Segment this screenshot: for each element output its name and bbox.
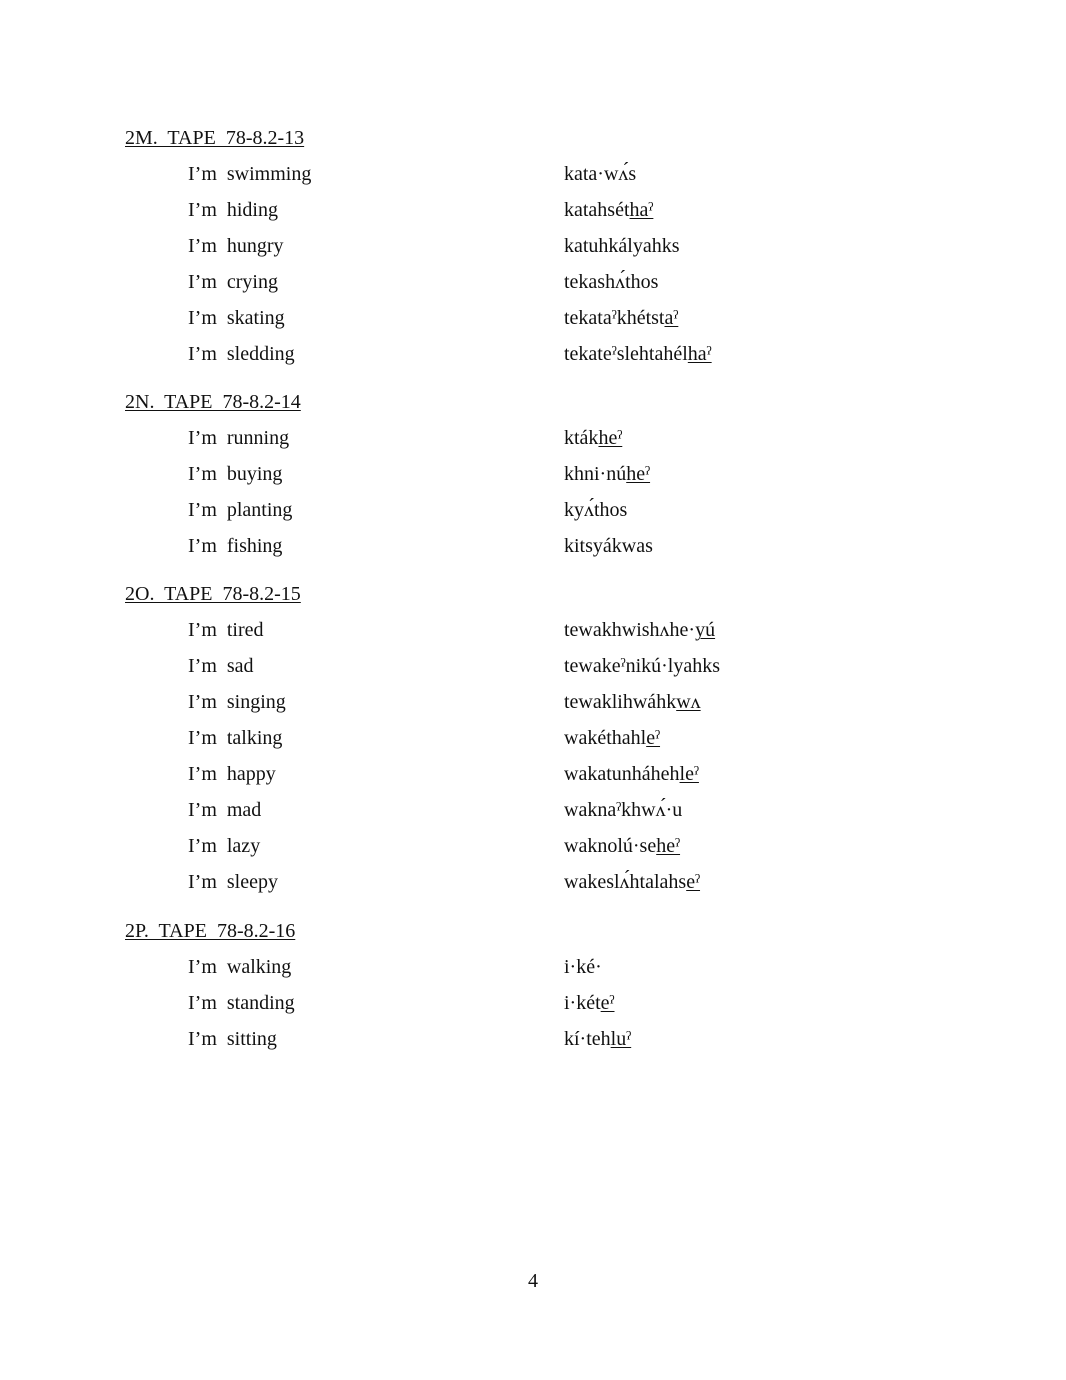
- word-segment: tewakhwishʌhe·: [564, 619, 696, 641]
- underlined-segment: aˀ: [664, 307, 679, 329]
- vocabulary-entry: [0, 834, 1066, 860]
- word-segment: wakéthahl: [564, 727, 647, 749]
- underlined-segment: heˀ: [656, 835, 681, 857]
- vocabulary-entry: [0, 955, 1066, 981]
- word-segment: i·ké·: [564, 956, 602, 978]
- word-segment: kata·wʌ́s: [564, 163, 637, 185]
- native-word: [564, 690, 701, 714]
- native-word: [564, 462, 650, 486]
- vocabulary-entry: [0, 162, 1066, 188]
- english-phrase: I’m sledding: [188, 343, 295, 365]
- english-phrase: I’m walking: [188, 956, 292, 978]
- native-word: [564, 798, 682, 822]
- english-phrase: I’m hungry: [188, 235, 284, 257]
- vocabulary-entry: [0, 198, 1066, 224]
- native-word: [564, 834, 680, 858]
- word-segment: tekateˀslehtahél: [564, 343, 688, 365]
- underlined-segment: haˀ: [687, 343, 712, 365]
- word-segment: katahsét: [564, 199, 630, 221]
- vocabulary-entry: [0, 498, 1066, 524]
- english-phrase: I’m singing: [188, 691, 286, 713]
- native-word: [564, 726, 660, 750]
- native-word: [564, 534, 653, 558]
- english-phrase: I’m sleepy: [188, 871, 278, 893]
- native-word: [564, 234, 680, 258]
- vocabulary-entry: [0, 534, 1066, 560]
- underlined-segment: wʌ: [676, 691, 701, 713]
- vocabulary-entry: [0, 991, 1066, 1017]
- vocabulary-entry: [0, 462, 1066, 488]
- underlined-segment: eˀ: [646, 727, 661, 749]
- section-heading: 2N. TAPE 78-8.2-14: [125, 391, 301, 413]
- english-phrase: I’m running: [188, 427, 290, 449]
- underlined-segment: leˀ: [679, 763, 699, 785]
- word-segment: tekataˀkhétst: [564, 307, 665, 329]
- native-word: [564, 654, 720, 678]
- word-segment: tewaklihwáhk: [564, 691, 677, 713]
- underlined-segment: eˀ: [686, 871, 701, 893]
- vocabulary-entry: [0, 798, 1066, 824]
- native-word: [564, 162, 636, 186]
- word-segment: wakatunháheh: [564, 763, 680, 785]
- page-number: 4: [528, 1270, 538, 1292]
- underlined-segment: yú: [695, 619, 716, 641]
- english-phrase: I’m crying: [188, 271, 278, 293]
- vocabulary-entry: [0, 1027, 1066, 1053]
- english-phrase: I’m buying: [188, 463, 283, 485]
- word-segment: kí·teh: [564, 1028, 611, 1050]
- english-phrase: I’m talking: [188, 727, 283, 749]
- native-word: [564, 618, 715, 642]
- word-segment: waknaˀkhwʌ́·u: [564, 799, 683, 821]
- vocabulary-entry: [0, 654, 1066, 680]
- underlined-segment: haˀ: [629, 199, 654, 221]
- word-segment: waknolú·se: [564, 835, 657, 857]
- native-word: [564, 870, 700, 894]
- native-word: [564, 1027, 631, 1051]
- word-segment: kitsyákwas: [564, 535, 653, 557]
- underlined-segment: heˀ: [626, 463, 651, 485]
- vocabulary-entry: [0, 618, 1066, 644]
- section-heading: 2P. TAPE 78-8.2-16: [125, 920, 296, 942]
- english-phrase: I’m mad: [188, 799, 262, 821]
- word-segment: katuhkályahks: [564, 235, 680, 257]
- english-phrase: I’m fishing: [188, 535, 283, 557]
- english-phrase: I’m sitting: [188, 1028, 277, 1050]
- word-segment: tekashʌ́thos: [564, 271, 659, 293]
- word-segment: i·két: [564, 992, 601, 1014]
- section-heading: 2O. TAPE 78-8.2-15: [125, 583, 301, 605]
- native-word: [564, 306, 678, 330]
- vocabulary-entry: [0, 270, 1066, 296]
- underlined-segment: luˀ: [610, 1028, 632, 1050]
- word-segment: kták: [564, 427, 599, 449]
- section-heading: 2M. TAPE 78-8.2-13: [125, 127, 305, 149]
- vocabulary-entry: [0, 690, 1066, 716]
- vocabulary-entry: [0, 426, 1066, 452]
- word-segment: wakeslʌ́htalahs: [564, 871, 687, 893]
- english-phrase: I’m standing: [188, 992, 295, 1014]
- word-segment: khni·nú: [564, 463, 627, 485]
- native-word: [564, 198, 653, 222]
- english-phrase: I’m lazy: [188, 835, 261, 857]
- native-word: [564, 270, 658, 294]
- vocabulary-entry: [0, 342, 1066, 368]
- vocabulary-entry: [0, 306, 1066, 332]
- english-phrase: I’m happy: [188, 763, 276, 785]
- native-word: [564, 342, 712, 366]
- native-word: [564, 955, 602, 979]
- vocabulary-entry: [0, 762, 1066, 788]
- english-phrase: I’m hiding: [188, 199, 278, 221]
- english-phrase: I’m swimming: [188, 163, 312, 185]
- native-word: [564, 498, 627, 522]
- english-phrase: I’m skating: [188, 307, 285, 329]
- native-word: [564, 426, 622, 450]
- native-word: [564, 991, 615, 1015]
- vocabulary-entry: [0, 870, 1066, 896]
- english-phrase: I’m sad: [188, 655, 254, 677]
- english-phrase: I’m tired: [188, 619, 264, 641]
- word-segment: tewakeˀnikú·lyahks: [564, 655, 721, 677]
- vocabulary-entry: [0, 726, 1066, 752]
- underlined-segment: eˀ: [600, 992, 615, 1014]
- native-word: [564, 762, 699, 786]
- word-segment: kyʌ́thos: [564, 499, 628, 521]
- vocabulary-entry: [0, 234, 1066, 260]
- english-phrase: I’m planting: [188, 499, 293, 521]
- underlined-segment: heˀ: [598, 427, 623, 449]
